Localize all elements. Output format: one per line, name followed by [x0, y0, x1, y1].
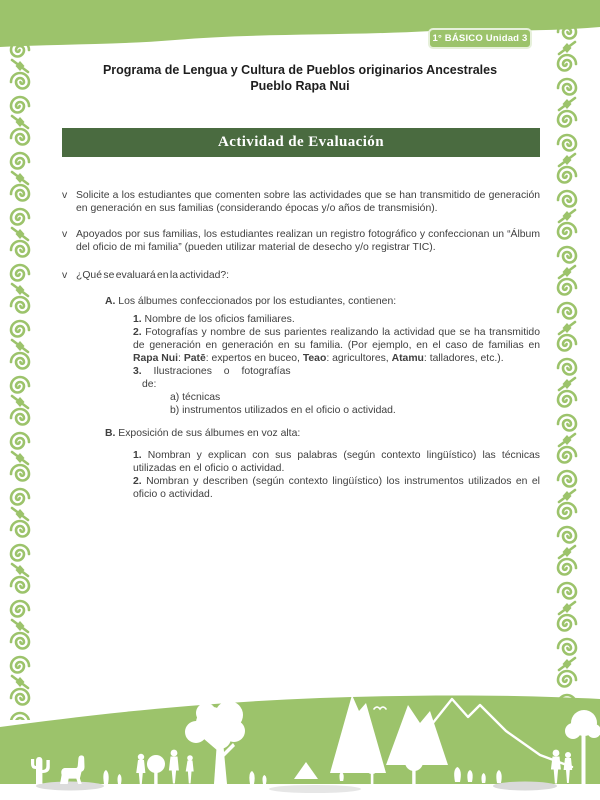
- unit-badge: [428, 28, 532, 49]
- bullet-item-3: [62, 269, 540, 282]
- section-a-label: A.: [105, 296, 116, 307]
- bold-term-pate: Patē: [183, 353, 206, 364]
- section-a-heading-text: Los álbumes confeccionados por los estudiantes, contienen:: [115, 296, 397, 307]
- section-b-item-1-text: Nombran y explican con sus palabras (según contexto lingüístico) las técnicas utilizadas en el oficio o actividad.: [133, 450, 540, 474]
- check-bullet-icon: v: [62, 229, 68, 240]
- text-fragment: : expertos en buceo,: [205, 353, 303, 364]
- text-fragment: : talladores, etc.).: [423, 353, 504, 364]
- item-number: 1.: [133, 314, 142, 325]
- page-title-line1: Programa de Lengua y Cultura de Pueblos originarios Ancestrales: [102, 63, 498, 77]
- section-a-item-3-de-text: de:: [142, 379, 157, 390]
- text-fragment: : agricultores,: [326, 353, 392, 364]
- section-banner: [62, 128, 540, 157]
- bold-term-rapa-nui: Rapa Nui: [133, 353, 179, 364]
- check-bullet-icon: v: [62, 270, 68, 281]
- item-number: 1.: [133, 450, 142, 461]
- bullet-item-2: [62, 228, 540, 254]
- section-a-item-3: [133, 365, 540, 378]
- bullet-item-1: [62, 189, 540, 215]
- bold-term-teao: Teao: [302, 353, 327, 364]
- section-a-item-3-de: [142, 378, 540, 391]
- sub-item-b-text: b) instrumentos utilizados en el oficio o actividad.: [170, 405, 396, 416]
- section-a-item-3-sub-a: [170, 391, 540, 404]
- item-number: 2.: [133, 327, 142, 338]
- section-a-item-2: [133, 326, 540, 365]
- text-fragment: :: [178, 353, 184, 364]
- section-b-label: B.: [105, 428, 116, 439]
- unit-badge-label: 1° BÁSICO Unidad 3: [432, 33, 528, 44]
- section-b-item-2: [133, 475, 540, 501]
- section-a-item-1-text: Nombre de los oficios familiares.: [141, 314, 295, 325]
- section-b-item-1: [133, 449, 540, 475]
- section-b-item-2-text: Nombran y describen (según contexto lingüístico) los instrumentos utilizados en el oficio o actividad.: [133, 476, 540, 500]
- section-banner-title: Actividad de Evaluación: [218, 134, 384, 150]
- page-title-line2: Pueblo Rapa Nui: [250, 79, 350, 93]
- activity-body: [62, 189, 540, 501]
- section-a-heading: [105, 295, 540, 308]
- section-b-heading: [105, 427, 540, 440]
- koru-border-right-decoration: [554, 20, 580, 716]
- item-number: 3.: [133, 366, 142, 377]
- section-a-item-3-text: Ilustraciones o fotografías: [141, 366, 291, 377]
- section-b-heading-text: Exposición de sus álbumes en voz alta:: [115, 428, 301, 439]
- check-bullet-icon: v: [62, 190, 68, 201]
- section-a-item-2-text: Fotografías y nombre de sus parientes realizando la actividad que se ha transmitido de generación en generación en su familia. (Por ejemplo, en el caso de familias en: [133, 327, 540, 351]
- bullet-item-1-text: Solicite a los estudiantes que comenten sobre las actividades que se han transmitido de generación en generación en sus familias (considerando épocas y/o años de transmisión).: [76, 190, 540, 214]
- page-title: [60, 62, 540, 94]
- rock-shadow: [36, 782, 104, 791]
- rock-shadow: [269, 785, 361, 793]
- koru-border-left-decoration: [7, 38, 33, 720]
- bold-term-atamu: Atamu: [391, 353, 424, 364]
- item-number: 2.: [133, 476, 142, 487]
- footer-landscape-illustration: [0, 665, 600, 800]
- section-a-item-3-sub-b: [170, 404, 540, 417]
- bullet-item-3-text: ¿Qué se evaluará en la actividad?:: [76, 270, 230, 281]
- bullet-item-2-text: Apoyados por sus familias, los estudiantes realizan un registro fotográfico y confeccionan un “Álbum del oficio de mi familia” (pueden utilizar material de desecho y/o registrar TIC).: [76, 229, 540, 253]
- section-a-item-1: [133, 313, 540, 326]
- rock-shadow: [493, 782, 557, 791]
- sub-item-a-text: a) técnicas: [170, 392, 221, 403]
